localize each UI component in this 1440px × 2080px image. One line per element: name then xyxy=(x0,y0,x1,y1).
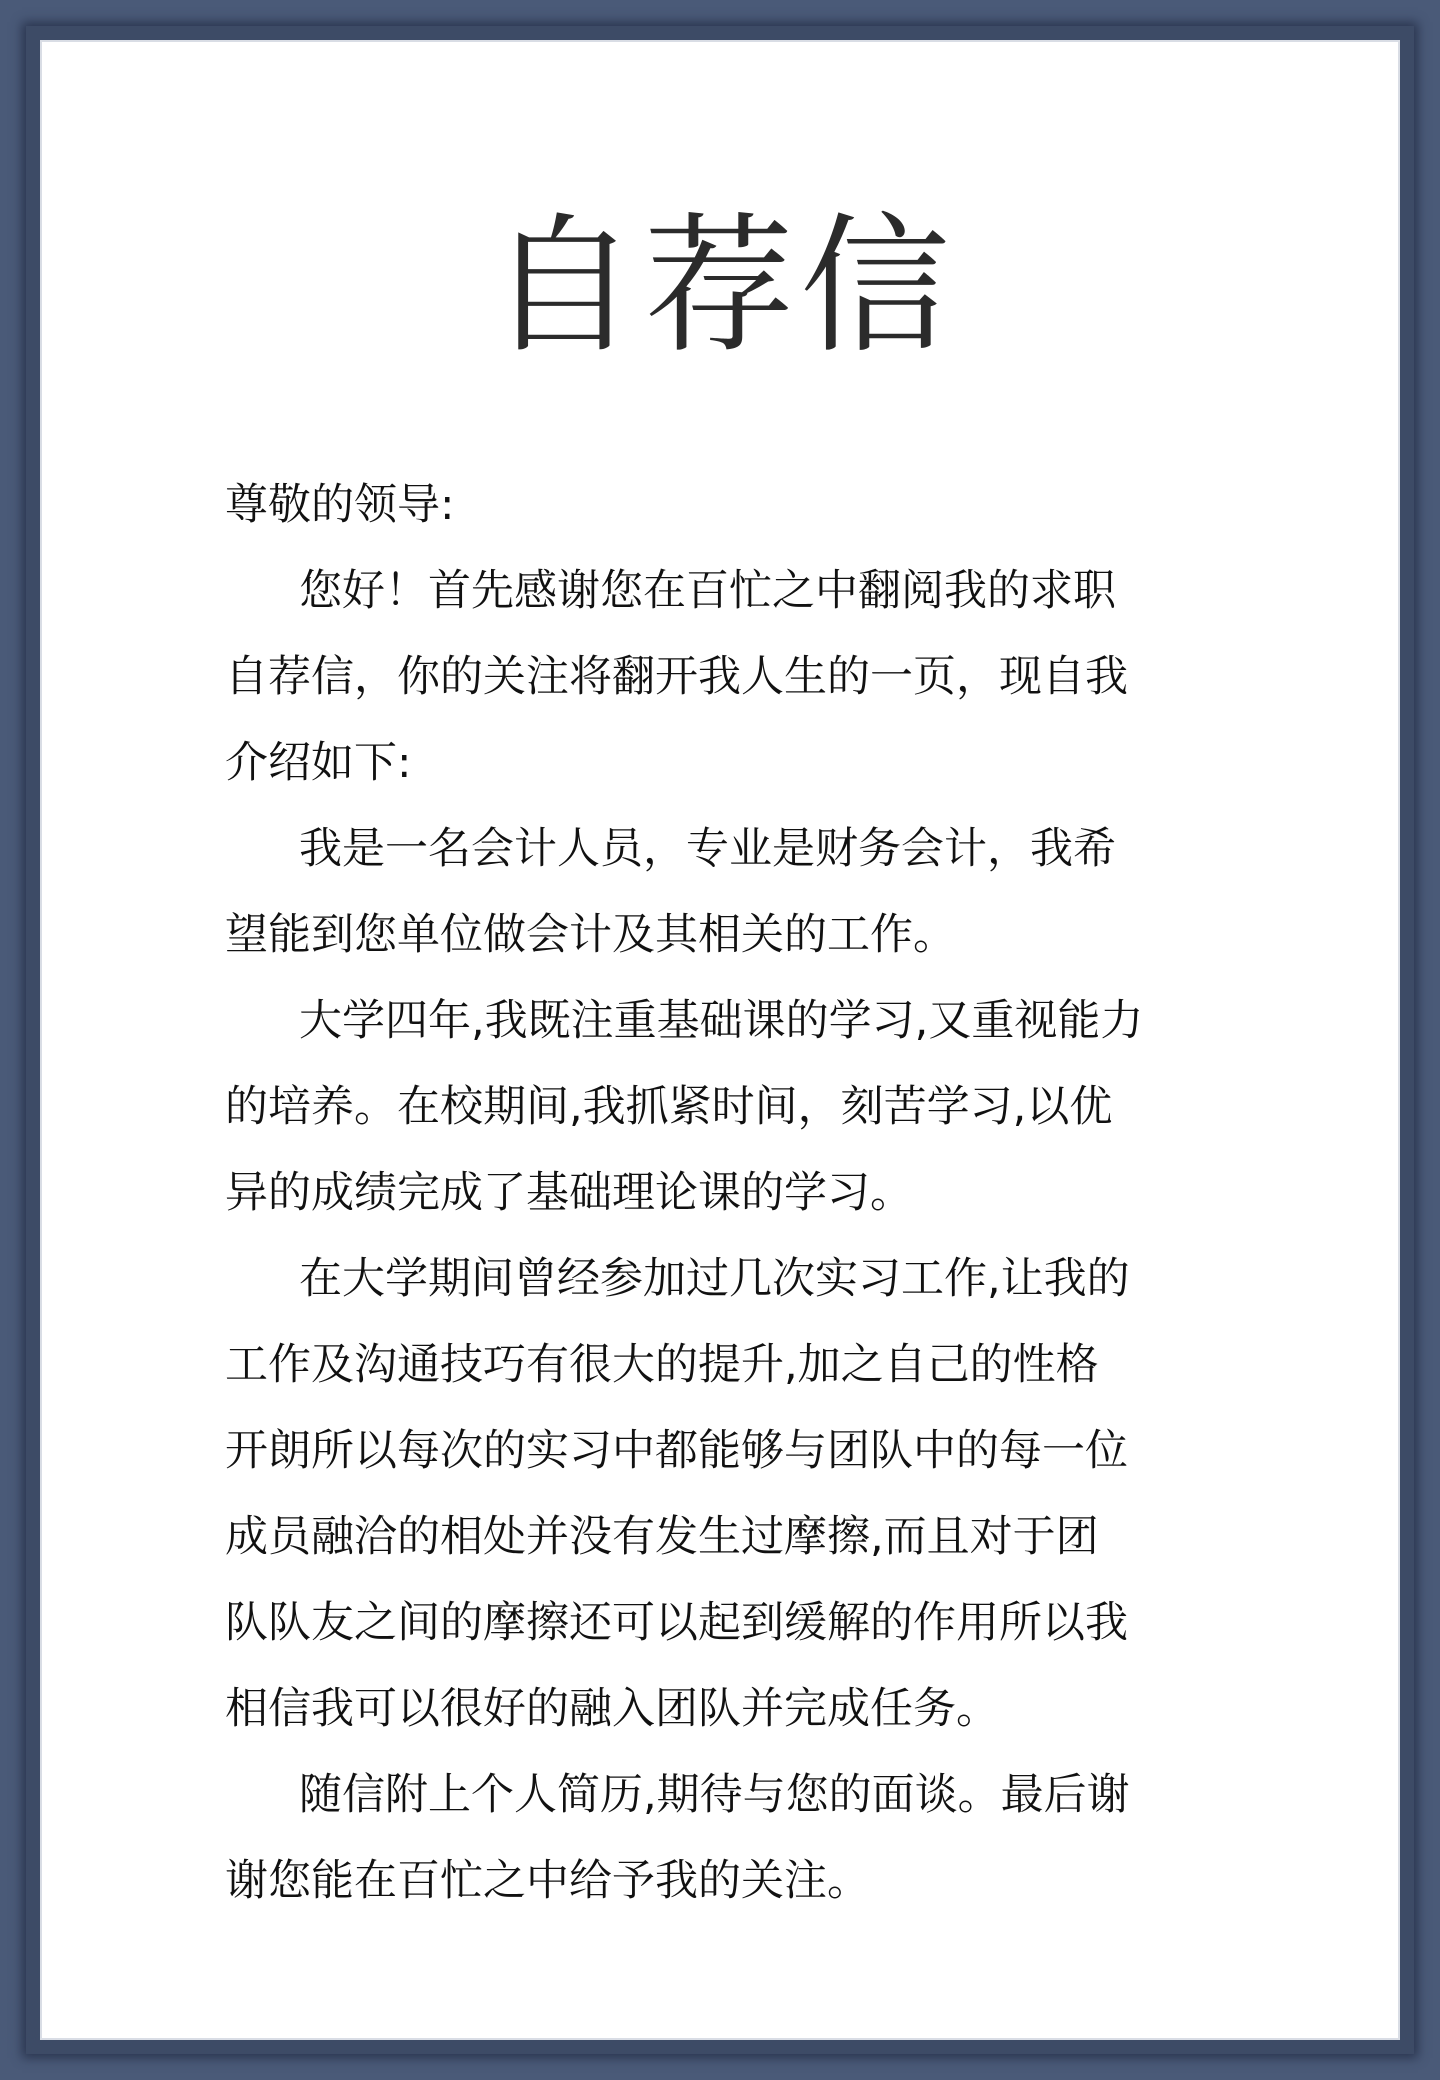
body-line: 随信附上个人简历,期待与您的面谈。最后谢 xyxy=(299,1770,1130,1820)
body-line: 在大学期间曾经参加过几次实习工作,让我的 xyxy=(299,1254,1130,1304)
body-line: 大学四年,我既注重基础课的学习,又重视能力 xyxy=(299,996,1144,1046)
body-line: 的培养。在校期间,我抓紧时间，刻苦学习,以优 xyxy=(225,1082,1113,1132)
body-line: 队队友之间的摩擦还可以起到缓解的作用所以我 xyxy=(225,1598,1128,1648)
body-line: 相信我可以很好的融入团队并完成任务。 xyxy=(225,1684,999,1734)
body-line: 成员融洽的相处并没有发生过摩擦,而且对于团 xyxy=(225,1512,1099,1562)
body-line: 异的成绩完成了基础理论课的学习。 xyxy=(225,1168,913,1218)
body-line: 工作及沟通技巧有很大的提升,加之自己的性格 xyxy=(225,1340,1099,1390)
salutation-line: 尊敬的领导: xyxy=(225,480,455,530)
letter-title: 自荐信 xyxy=(487,200,956,374)
closing-line: 谢您能在百忙之中给予我的关注。 xyxy=(225,1856,870,1906)
body-line: 您好！首先感谢您在百忙之中翻阅我的求职 xyxy=(299,566,1116,616)
body-line: 介绍如下: xyxy=(225,738,412,788)
body-line: 望能到您单位做会计及其相关的工作。 xyxy=(225,910,956,960)
body-line: 开朗所以每次的实习中都能够与团队中的每一位 xyxy=(225,1426,1128,1476)
body-line: 自荐信，你的关注将翻开我人生的一页，现自我 xyxy=(225,652,1128,702)
letter-body xyxy=(225,462,1245,1924)
body-line: 我是一名会计人员，专业是财务会计，我希 xyxy=(299,824,1116,874)
letter-paper xyxy=(40,40,1400,2040)
